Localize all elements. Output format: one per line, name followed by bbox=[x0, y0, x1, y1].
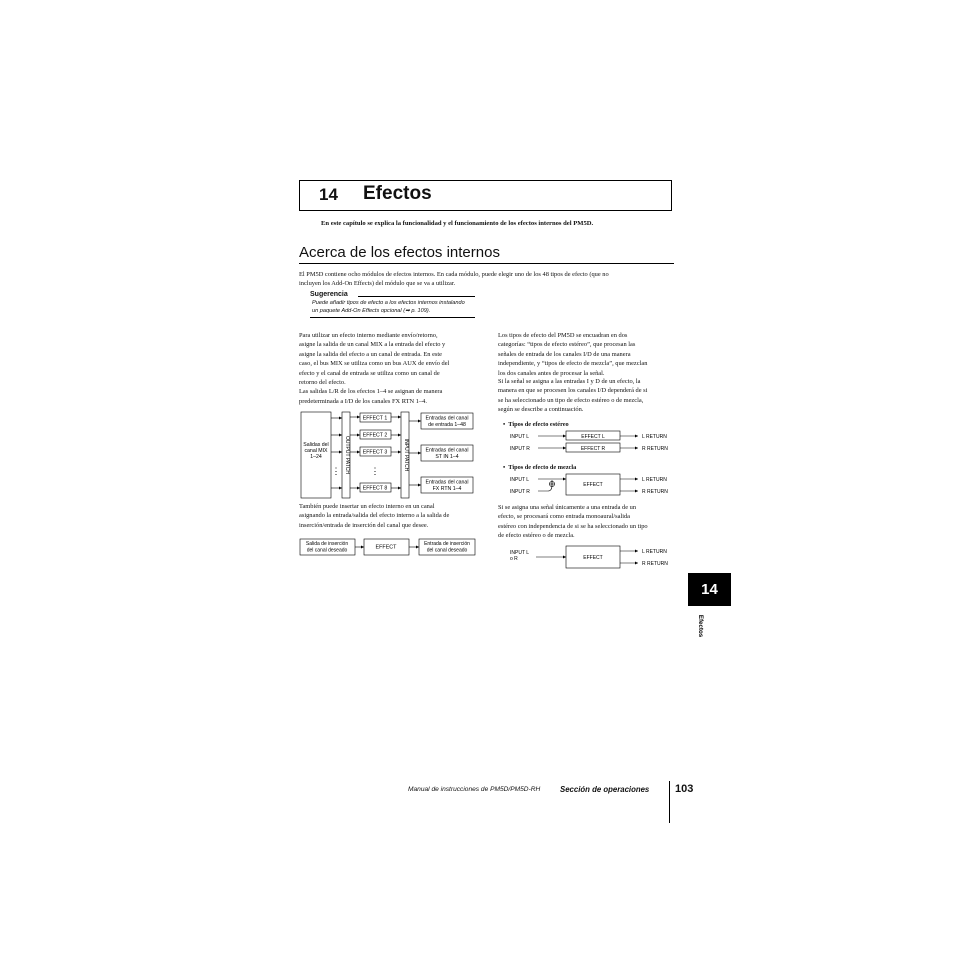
insert-out-label: Salida de inserción bbox=[305, 541, 349, 547]
mono-input-label: INPUT L bbox=[510, 550, 530, 556]
ellipsis-left: ⋮ bbox=[331, 466, 341, 476]
insert-diagram bbox=[299, 537, 479, 557]
page-number: 103 bbox=[675, 783, 694, 795]
right-paragraph-2: Si la señal se asigna a las entradas I y D de un efecto, la manera en que se procesen los canales I/D dependerá de si se ha seleccionado un tipo de efecto estéreo o de mezcla, según se describe a continuación. bbox=[498, 378, 648, 414]
tip-text: Puede añadir tipos de efecto a los efectos internos instalando un paquete Add-On Effects opcional (➡ p. 109). bbox=[312, 300, 465, 314]
insert-in-label: Entrada de inserción bbox=[424, 541, 470, 547]
bullet-stereo: • Tipos de efecto estéreo bbox=[503, 421, 569, 428]
right-paragraph-3: Si se asigna una señal únicamente a una entrada de un efecto, se procesará como entrada monoaural/salida estéreo con independencia de si se ha seleccionado un tipo de efecto estéreo o de mezcla. bbox=[498, 504, 648, 540]
left-paragraph-1: Para utilizar un efecto interno mediante envío/retorno, asigne la salida de un canal MIX a la entrada del efecto y asigne la salida del efecto a un canal de entrada. En este caso, el bus MIX se utiliza como un bus AUX de envío del efecto y el canal de entrada se utiliza como un canal de retorno del efecto. Las salidas L/R de los efectos 1–4 se asignan de manera predeterminada a I/D de los canales FX RTN 1–4. bbox=[299, 332, 450, 405]
mono-r-return: R RETURN bbox=[642, 561, 668, 567]
mix-input-l: INPUT L bbox=[510, 477, 530, 483]
mix-r-return: R RETURN bbox=[642, 489, 668, 495]
left-paragraph-2: También puede insertar un efecto interno en un canal asignando la entrada/salida del efecto interno a la salida de inserción/entrada de inserción del canal que desee. bbox=[299, 503, 450, 529]
svg-text:o R: o R bbox=[510, 556, 518, 562]
dest-1-label: Entradas del canal bbox=[425, 415, 469, 422]
mono-l-return: L RETURN bbox=[642, 549, 667, 555]
mix-input-r: INPUT R bbox=[510, 489, 530, 495]
mono-diagram bbox=[508, 544, 678, 570]
mono-effect-label: EFFECT bbox=[583, 555, 603, 561]
stereo-input-r: INPUT R bbox=[510, 446, 530, 452]
chapter-side-tab: 14 bbox=[688, 573, 731, 606]
chapter-header-box bbox=[299, 180, 672, 211]
chapter-side-label bbox=[693, 608, 709, 644]
effect-r-label: EFFECT R bbox=[580, 445, 606, 452]
section-rule bbox=[299, 263, 674, 264]
mix-l-return: L RETURN bbox=[642, 477, 667, 483]
dest-3-label: Entradas del canal bbox=[425, 479, 469, 486]
footer-rule bbox=[669, 781, 670, 823]
tip-label: Sugerencia bbox=[310, 291, 348, 298]
footer-section-title: Sección de operaciones bbox=[560, 785, 650, 794]
section-paragraph: El PM5D contiene ocho módulos de efectos internos. En cada módulo, puede elegir uno de los 48 tipos de efecto (que no incluyen los Add-On Effects) del módulo que se va a utilizar. bbox=[299, 271, 609, 288]
effect-l-label: EFFECT L bbox=[581, 433, 605, 440]
effect-2-label: EFFECT 2 bbox=[362, 432, 388, 439]
chapter-intro: En este capítulo se explica la funcionalidad y el funcionamiento de los efectos internos del PM5D. bbox=[321, 220, 594, 227]
stereo-l-return: L RETURN bbox=[642, 434, 667, 440]
effect-1-label: EFFECT 1 bbox=[362, 415, 388, 422]
stereo-r-return: R RETURN bbox=[642, 446, 668, 452]
routing-diagram bbox=[299, 408, 481, 500]
stereo-diagram bbox=[508, 429, 678, 455]
chapter-number: 14 bbox=[319, 185, 338, 204]
input-patch-label: INPUT PATCH bbox=[403, 438, 409, 472]
bullet-mix: • Tipos de efecto de mezcla bbox=[503, 464, 577, 471]
footer-manual-title: Manual de instrucciones de PM5D/PM5D-RH bbox=[408, 786, 541, 793]
svg-text:1–24: 1–24 bbox=[310, 454, 322, 460]
svg-text:Efectos: Efectos bbox=[697, 614, 704, 638]
svg-text:de entrada 1–48: de entrada 1–48 bbox=[428, 422, 466, 428]
svg-text:ST IN 1–4: ST IN 1–4 bbox=[435, 454, 459, 460]
stereo-input-l: INPUT L bbox=[510, 434, 530, 440]
ellipsis-middle: ⋮ bbox=[370, 466, 380, 476]
svg-text:FX RTN 1–4: FX RTN 1–4 bbox=[432, 486, 462, 492]
svg-text:del canal deseado: del canal deseado bbox=[306, 547, 348, 554]
svg-text:del canal deseado: del canal deseado bbox=[426, 547, 468, 554]
mix-effect-label: EFFECT bbox=[583, 482, 603, 488]
effect-3-label: EFFECT 3 bbox=[362, 449, 388, 456]
dest-2-label: Entradas del canal bbox=[425, 447, 469, 454]
mix-diagram bbox=[508, 472, 678, 498]
tip-rule bbox=[358, 296, 475, 297]
section-title: Acerca de los efectos internos bbox=[299, 244, 500, 261]
chapter-title: Efectos bbox=[363, 183, 432, 204]
effect-8-label: EFFECT 8 bbox=[362, 485, 388, 492]
mix-out-label: Salidas del bbox=[303, 442, 329, 448]
tip-rule-bottom bbox=[310, 317, 475, 318]
svg-text:canal MIX: canal MIX bbox=[304, 448, 328, 454]
output-patch-label: OUTPUT PATCH bbox=[344, 435, 350, 475]
right-paragraph-1: Los tipos de efecto del PM5D se encuadran en dos categorías: “tipos de efecto estéreo”, que procesan las señales de entrada de los canales I/D de una manera independiente, y “tipos de efecto de mezcla”, que mezclan los dos canales antes de procesar la señal. bbox=[498, 332, 648, 377]
insert-effect-label: EFFECT bbox=[375, 544, 397, 551]
